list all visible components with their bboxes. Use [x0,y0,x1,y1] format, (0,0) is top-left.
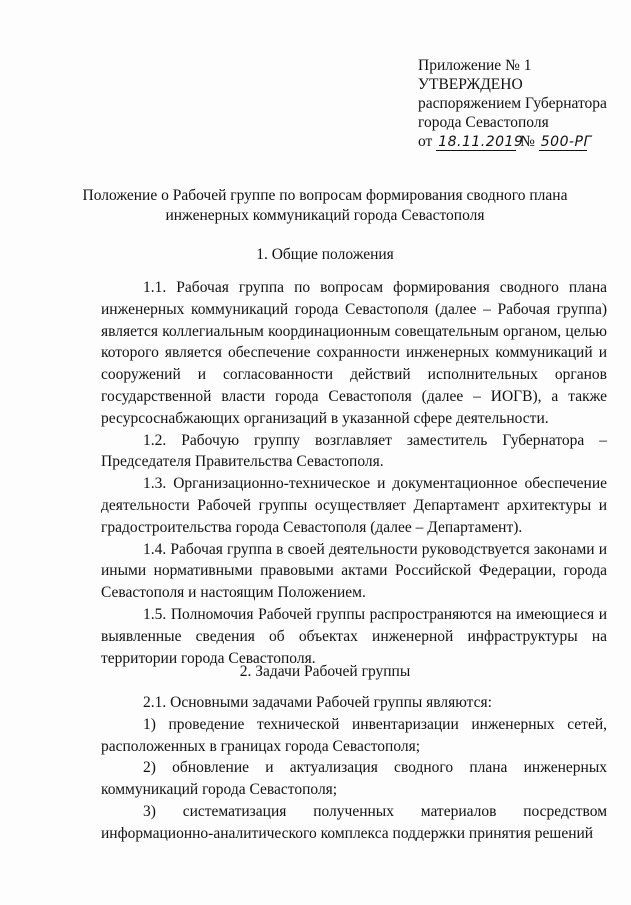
handwritten-number: 500-РГ [540,134,592,150]
section-2-body [101,692,607,845]
appendix-label: Приложение № 1 [418,57,532,74]
title-line-2: инженерных коммуникаций города Севастополя [165,207,485,224]
section-2-heading: 2. Задачи Рабочей группы [239,663,411,680]
approval-block [418,56,618,151]
list-item-1: 1) проведение технической инвентаризации инженерных сетей, расположенных в границах города Севастополя; [101,715,607,755]
paragraph-1-4: 1.4. Рабочая группа в своей деятельности руководствуется законами и иными нормативными правовыми актами Российской Федерации, города Севастополя и настоящим Положением. [101,540,607,602]
paragraph-1-1: 1.1. Рабочая группа по вопросам формирования сводного плана инженерных коммуникаций города Севастополя (далее – Рабочая группа) является коллегиальным координационным совещательным органом, целью которого является обеспечение сохранности инженерных коммуникаций и сооружений и согласованности действий исполнительных органов государственной власти города Севастополя (далее – ИОГВ), а также ресурсоснабжающих организаций в указанной сфере деятельности. [101,279,607,427]
document-title [60,186,590,226]
number-prefix: № [520,133,535,150]
from-prefix: от [418,133,433,150]
date-number-line [418,132,618,151]
title-line-1: Положение о Рабочей группе по вопросам формирования сводного плана [82,187,568,204]
approved-label: УТВЕРЖДЕНО [418,76,523,93]
paragraph-1-3: 1.3. Организационно-техническое и документационное обеспечение деятельности Рабочей группы осуществляет Департамент архитектуры и градостроительства города Севастополя (далее – Департамент). [101,475,607,536]
list-item-3: 3) систематизация полученных материалов посредством информационно-аналитического комплекса поддержки принятия решений [101,802,607,842]
list-item-2: 2) обновление и актуализация сводного плана инженерных коммуникаций города Севастополя; [101,759,607,799]
paragraph-1-5: 1.5. Полномочия Рабочей группы распространяются на имеющиеся и выявленные сведения об объектах инженерной инфраструктуры на территории города Севастополя. [101,605,607,667]
section-1-heading: 1. Общие положения [256,246,394,263]
approved-by-line: распоряжением Губернатора [418,95,607,112]
handwritten-date: 18.11.2019 [438,134,524,150]
paragraph-2-1: 2.1. Основными задачами Рабочей группы являются: [143,694,492,711]
approved-by-city: города Севастополя [418,114,549,131]
paragraph-1-2: 1.2. Рабочую группу возглавляет заместитель Губернатора – Председателя Правительства Севастополя. [101,431,607,471]
section-1-body [101,277,607,669]
